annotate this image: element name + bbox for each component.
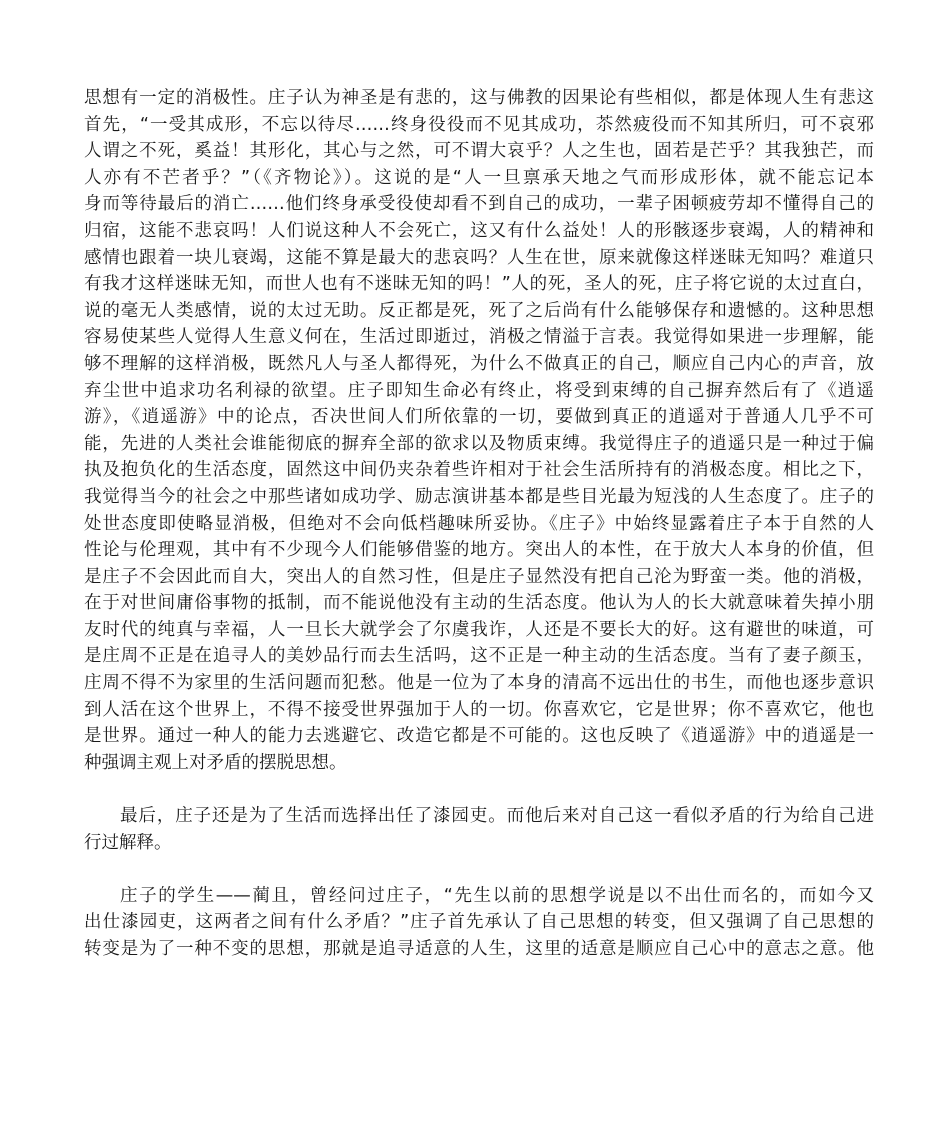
text-line: 到人活在这个世界上，不得不接受世界强加于人的一切。你喜欢它，它是世界；你不喜欢它，他也 [84,699,874,720]
paragraph-3 [84,883,874,963]
text-line: 是庄周不正是在追寻人的美妙品行而去生活吗，这不正是一种主动的生活态度。当有了妻子颜玉， [84,646,874,667]
text-line: 首先，“一受其成形，不忘以待尽……终身役役而不见其成功，苶然疲役而不知其所归，可不哀邪 [84,114,874,135]
document-page [84,85,874,963]
text-line: 说的毫无人类感情，说的太过无助。反正都是死，死了之后尚有什么能够保存和遗憾的。这种思想 [84,300,874,321]
text-line: 是庄子不会因此而自大，突出人的自然习性，但是庄子显然没有把自己沦为野蛮一类。他的消极， [84,566,874,587]
text-line: 行过解释。 [84,832,172,853]
text-line: 我觉得当今的社会之中那些诸如成功学、励志演讲基本都是些目光最为短浅的人生态度了。庄子的 [84,486,874,507]
text-line: 人谓之不死，奚益！其形化，其心与之然，可不谓大哀乎？人之生也，固若是芒乎？其我独芒，而 [84,141,874,162]
text-line: 够不理解的这样消极，既然凡人与圣人都得死，为什么不做真正的自己，顺应自己内心的声音，放 [84,353,874,374]
text-line: 思想有一定的消极性。庄子认为神圣是有悲的，这与佛教的因果论有些相似，都是体现人生有悲这 [84,88,874,108]
text-line: 容易使某些人觉得人生意义何在，生活过即逝过，消极之情溢于言表。我觉得如果进一步理解，能 [84,327,874,348]
text-line: 种强调主观上对矛盾的摆脱思想。 [84,752,347,773]
text-line: 感情也跟着一块儿衰竭，这能不算是最大的悲哀吗？人生在世，原来就像这样迷昧无知吗？难道只 [84,247,874,268]
text-line: 是世界。通过一种人的能力去逃避它、改造它都是不可能的。这也反映了《逍遥游》中的逍遥是一 [84,726,874,747]
text-line: 性论与伦理观，其中有不少现今人们能够借鉴的地方。突出人的本性，在于放大人本身的价值，但 [84,540,874,561]
text-line: 有我才这样迷昧无知，而世人也有不迷昧无知的吗！”人的死，圣人的死，庄子将它说的太过直白， [84,274,874,295]
text-line: 游》，《逍遥游》中的论点，否决世间人们所依靠的一切，要做到真正的逍遥对于普通人几乎不可 [84,407,874,428]
text-line: 最后，庄子还是为了生活而选择出任了漆园吏。而他后来对自己这一看似矛盾的行为给自己进 [120,806,874,827]
text-line: 转变是为了一种不变的思想，那就是追寻适意的人生，这里的适意是顺应自己心中的意志之意。他 [84,939,874,959]
text-line: 弃尘世中追求功名利禄的欲望。庄子即知生命必有终止，将受到束缚的自己摒弃然后有了《逍遥 [84,380,874,401]
text-line: 庄周不得不为家里的生活问题而犯愁。他是一位为了本身的清高不远出仕的书生，而他也逐步意识 [84,673,874,694]
text-line: 归宿，这能不悲哀吗！人们说这种人不会死亡，这又有什么益处！人的形骸逐步衰竭，人的精神和 [84,220,874,241]
text-line: 身而等待最后的消亡……他们终身承受役使却看不到自己的成功，一辈子困顿疲劳却不懂得自己的 [84,194,874,215]
text-line: 人亦有不芒者乎？”（《齐物论》）。这说的是“人一旦禀承天地之气而形成形体，就不能忘记本 [84,167,874,188]
text-line: 执及抱负化的生活态度，固然这中间仍夹杂着些许相对于社会生活所持有的消极态度。相比之下， [84,460,874,481]
text-line: 处世态度即使略显消极，但绝对不会向低档趣味所妥协。《庄子》中始终显露着庄子本于自然的人 [84,513,874,534]
text-line: 在于对世间庸俗事物的抵制，而不能说他没有主动的生活态度。他认为人的长大就意味着失掉小朋 [84,593,874,614]
text-line: 能，先进的人类社会谁能彻底的摒弃全部的欲求以及物质束缚。我觉得庄子的逍遥只是一种过于偏 [84,433,874,454]
paragraph-2 [84,803,874,856]
text-line: 友时代的纯真与幸福，人一旦长大就学会了尔虞我诈，人还是不要长大的好。这有避世的味道，可 [84,619,874,640]
text-line: 庄子的学生——蔺且，曾经问过庄子，“先生以前的思想学说是以不出仕而名的，而如今又 [120,885,874,906]
text-line: 出仕漆园吏，这两者之间有什么矛盾？”庄子首先承认了自己思想的转变，但又强调了自己思想的 [84,912,874,933]
paragraph-1 [84,85,874,776]
